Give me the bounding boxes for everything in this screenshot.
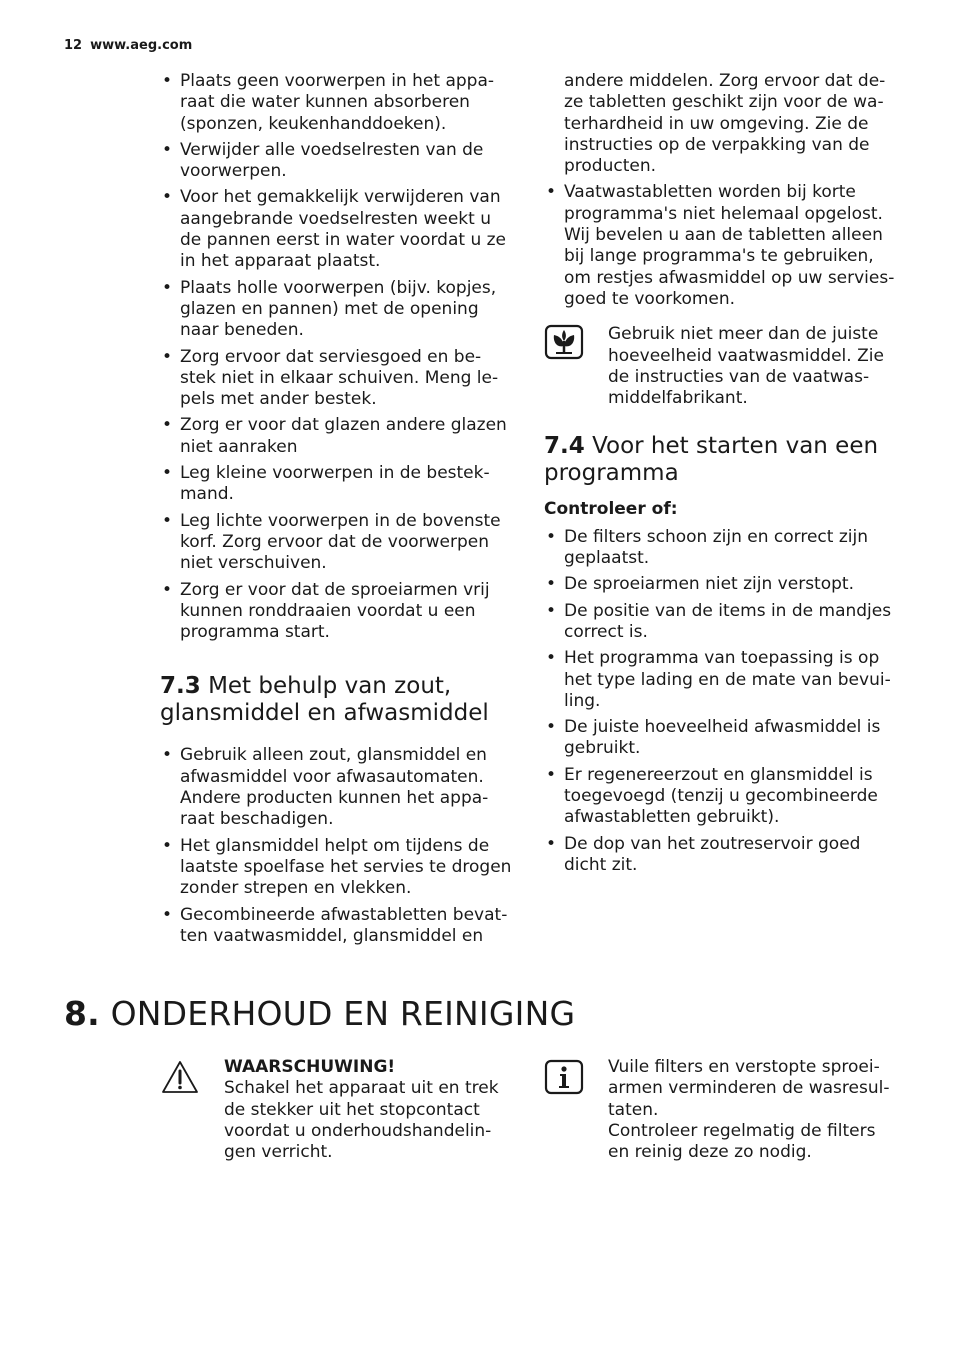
- chapter-8-heading: 8. ONDERHOUD EN REINIGING: [64, 994, 576, 1033]
- info-text: Vuile filters en verstopte sproei- armen verminderen de wasresul- taten. Controleer regelmatig de filters en reinig deze zo nodig.: [608, 1057, 890, 1163]
- info-icon: [544, 1057, 584, 1163]
- tablets-list: [544, 182, 904, 310]
- list-item: • De juiste hoeveelheid afwasmiddel is gebruikt.: [544, 717, 904, 760]
- list-item: • Leg kleine voorwerpen in de bestek- mand.: [160, 463, 520, 506]
- checklist-lead: Controleer of:: [544, 499, 678, 520]
- list-item: • De sproeiarmen niet zijn verstopt.: [544, 574, 904, 595]
- detergent-list: [160, 745, 520, 947]
- continued-text: andere middelen. Zorg ervoor dat de- ze tabletten geschikt zijn voor de wa- terhardheid in uw omgeving. Zie de instructies op de verpakking van de producten.: [564, 71, 886, 177]
- warning-text: Schakel het apparaat uit en trek de stekker uit het stopcontact voordat u onderhoudshandelin- gen verricht.: [224, 1078, 499, 1163]
- list-item: • Zorg er voor dat de sproeiarmen vrij kunnen ronddraaien voordat u een programma start.: [160, 580, 520, 644]
- list-item: • Zorg ervoor dat serviesgoed en be- stek niet in elkaar schuiven. Meng le- pels met ander bestek.: [160, 347, 520, 411]
- list-item: • De dop van het zoutreservoir goed dicht zit.: [544, 834, 904, 877]
- eco-note: [544, 324, 904, 409]
- warning-triangle-icon: [160, 1057, 200, 1163]
- list-item: • De filters schoon zijn en correct zijn geplaatst.: [544, 527, 904, 570]
- warning-heading: WAARSCHUWING!: [224, 1057, 396, 1077]
- info-box: [544, 1057, 904, 1163]
- page-header: [64, 38, 192, 53]
- list-item: • Het glansmiddel helpt om tijdens de laatste spoelfase het servies te drogen zonder strepen en vlekken.: [160, 836, 520, 900]
- list-item: • Plaats geen voorwerpen in het appa- raat die water kunnen absorberen (sponzen, keukenhanddoeken).: [160, 71, 520, 135]
- list-item: • De positie van de items in de mandjes correct is.: [544, 601, 904, 644]
- header-url: www.aeg.com: [90, 38, 193, 53]
- list-item: • Het programma van toepassing is op het type lading en de mate van bevui- ling.: [544, 648, 904, 712]
- loading-tips-list: [160, 71, 520, 643]
- list-item: • Vaatwastabletten worden bij korte programma's niet helemaal opgelost. Wij bevelen u aan de tabletten alleen bij lange programma's te gebruiken, om restjes afwasmiddel op uw servies- goed te voorkomen.: [544, 182, 904, 310]
- list-item: • Leg lichte voorwerpen in de bovenste korf. Zorg ervoor dat de voorwerpen niet verschuiven.: [160, 511, 520, 575]
- warning-box: [160, 1057, 520, 1163]
- list-item: • Gecombineerde afwastabletten bevat- ten vaatwasmiddel, glansmiddel en: [160, 905, 520, 948]
- eco-note-text: Gebruik niet meer dan de juiste hoeveelheid vaatwasmiddel. Zie de instructies van de vaatwas- middelfabrikant.: [608, 324, 884, 409]
- list-item: • Verwijder alle voedselresten van de voorwerpen.: [160, 140, 520, 183]
- left-column: [160, 71, 520, 952]
- right-column: [544, 71, 904, 881]
- section-7-4-heading: 7.4 Voor het starten van een programma: [544, 433, 879, 487]
- page-number: 12: [64, 38, 83, 53]
- environment-icon: [544, 324, 584, 409]
- list-item: • Plaats holle voorwerpen (bijv. kopjes, glazen en pannen) met de opening naar beneden.: [160, 278, 520, 342]
- list-item: • Gebruik alleen zout, glansmiddel en afwasmiddel voor afwasautomaten. Andere producten kunnen het appa- raat beschadigen.: [160, 745, 520, 830]
- list-item: • Voor het gemakkelijk verwijderen van aangebrande voedselresten weekt u de pannen eerst in water voordat u ze in het apparaat plaatst.: [160, 187, 520, 272]
- section-7-3-heading: 7.3 Met behulp van zout, glansmiddel en afwasmiddel: [160, 673, 489, 727]
- list-item: • Zorg er voor dat glazen andere glazen niet aanraken: [160, 415, 520, 458]
- pre-start-checklist: [544, 527, 904, 876]
- list-item: • Er regenereerzout en glansmiddel is toegevoegd (tenzij u gecombineerde afwastabletten gebruikt).: [544, 765, 904, 829]
